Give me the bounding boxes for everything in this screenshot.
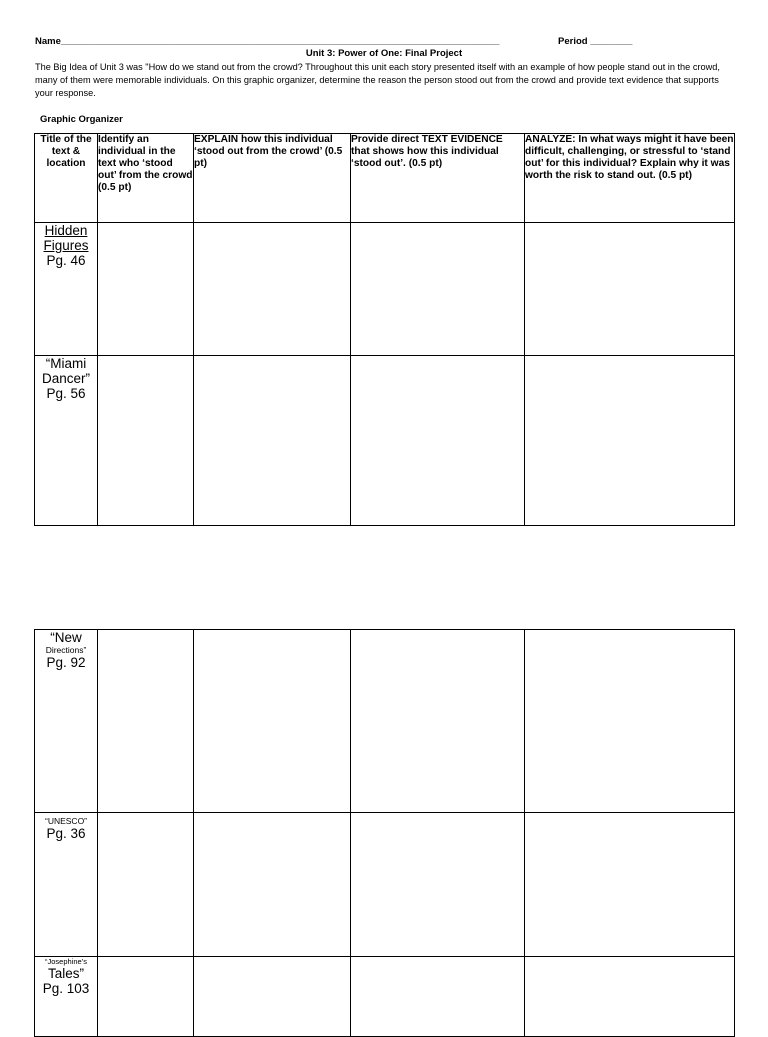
answer-cell-analyze[interactable] [525, 630, 735, 813]
story-title: “Josephine’s [45, 957, 87, 966]
story-title: Dancer” [41, 371, 90, 386]
story-title: Directions” [45, 645, 87, 655]
answer-cell-analyze[interactable] [525, 813, 735, 957]
story-title-cell [35, 813, 98, 957]
story-title-cell [35, 356, 98, 526]
answer-cell-identify[interactable] [98, 957, 194, 1037]
page-reference: Pg. 103 [42, 981, 90, 996]
answer-cell-analyze[interactable] [525, 957, 735, 1037]
answer-cell-evidence[interactable] [351, 957, 525, 1037]
graphic-organizer-table-2 [34, 629, 735, 1037]
table-row [35, 813, 735, 957]
story-title-cell [35, 223, 98, 356]
table-row [35, 957, 735, 1037]
story-title: Hidden [44, 223, 88, 238]
answer-cell-analyze[interactable] [525, 356, 735, 526]
answer-cell-explain[interactable] [194, 223, 351, 356]
story-title: Figures [43, 238, 89, 253]
answer-cell-evidence[interactable] [351, 223, 525, 356]
page-title: Unit 3: Power of One: Final Project [305, 48, 463, 59]
story-title: “Miami [45, 356, 87, 371]
name-field-label: Name___________________________________________________________________________________ [35, 36, 500, 47]
answer-cell-identify[interactable] [98, 223, 194, 356]
page-reference: Pg. 46 [46, 253, 86, 268]
col-header-title: Title of the text & location [35, 134, 98, 223]
story-title: “UNESCO” [44, 816, 88, 826]
period-field-label: Period ________ [558, 36, 633, 47]
answer-cell-explain[interactable] [194, 957, 351, 1037]
answer-cell-explain[interactable] [194, 630, 351, 813]
table-row [35, 630, 735, 813]
page-reference: Pg. 56 [46, 386, 86, 401]
answer-cell-identify[interactable] [98, 356, 194, 526]
answer-cell-explain[interactable] [194, 356, 351, 526]
answer-cell-explain[interactable] [194, 813, 351, 957]
col-header-evidence: Provide direct TEXT EVIDENCE that shows how this individual ‘stood out’. (0.5 pt) [351, 134, 525, 223]
answer-cell-evidence[interactable] [351, 813, 525, 957]
answer-cell-evidence[interactable] [351, 630, 525, 813]
story-title: Tales” [47, 966, 84, 981]
header-row [35, 134, 735, 223]
answer-cell-identify[interactable] [98, 630, 194, 813]
answer-cell-evidence[interactable] [351, 356, 525, 526]
story-title: “New [50, 630, 82, 645]
table-row [35, 223, 735, 356]
page-reference: Pg. 92 [46, 655, 86, 670]
col-header-explain: EXPLAIN how this individual ‘stood out from the crowd’ (0.5 pt) [194, 134, 351, 223]
story-title-cell [35, 957, 98, 1037]
answer-cell-analyze[interactable] [525, 223, 735, 356]
intro-paragraph: The Big Idea of Unit 3 was "How do we stand out from the crowd? Throughout this unit each story presented itself with an example of how people stand out in the crowd, many of them were memorable individuals. On this graphic organizer, determine the reason the person stood out from the crowd and provide text evidence that supports your response. [35, 62, 720, 98]
col-header-identify: Identify an individual in the text who ‘stood out’ from the crowd (0.5 pt) [98, 134, 194, 223]
graphic-organizer-label: Graphic Organizer [40, 114, 123, 125]
col-header-analyze: ANALYZE: In what ways might it have been difficult, challenging, or stressful to ‘stand out’ for this individual? Explain why it was worth the risk to stand out. (0.5 pt) [525, 134, 735, 223]
story-title-cell [35, 630, 98, 813]
answer-cell-identify[interactable] [98, 813, 194, 957]
table-row [35, 356, 735, 526]
graphic-organizer-table-1 [34, 133, 735, 526]
page-reference: Pg. 36 [46, 826, 86, 841]
